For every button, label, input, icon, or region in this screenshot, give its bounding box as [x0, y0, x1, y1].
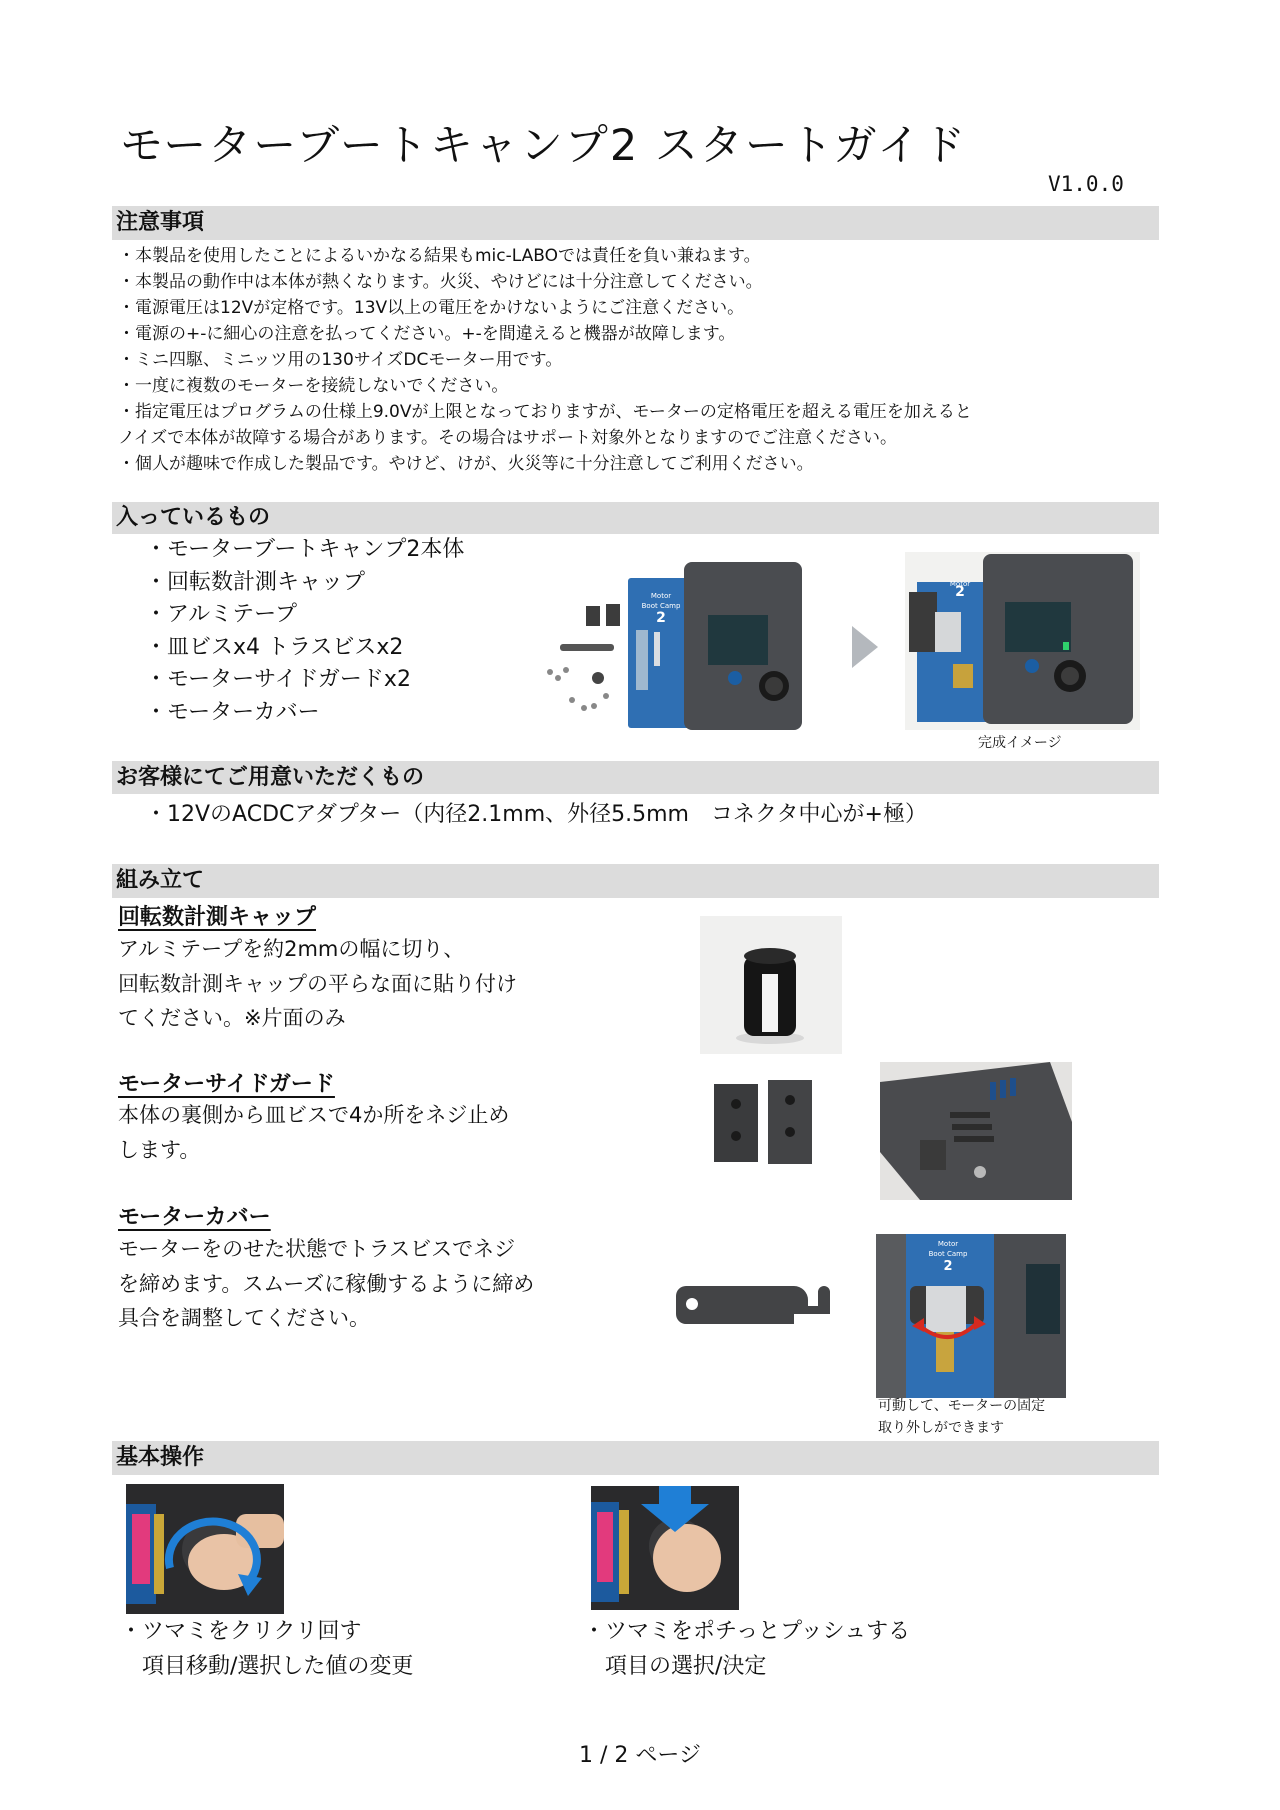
device-label-top: Motor [650, 592, 672, 600]
caution-line: ・ミニ四駆、ミニッツ用の130サイズDCモーター用です。 [118, 350, 563, 370]
caution-line: ・電源電圧は12Vが定格です。13V以上の電圧をかけないようにご注意ください。 [118, 298, 745, 318]
section-heading-contents: 入っているもの [112, 502, 1159, 534]
svg-text:Motor: Motor [949, 580, 971, 588]
device-label-middle: Boot Camp [641, 602, 681, 610]
section-heading-prepare: お客様にてご用意いただくもの [112, 761, 1159, 794]
contents-item: ・回転数計測キャップ [145, 569, 366, 595]
version-label: V1.0.0 [1048, 172, 1124, 196]
caution-line: ・電源の+-に細心の注意を払ってください。+-を間違えると機器が故障します。 [118, 324, 736, 344]
push-knob-photo [591, 1486, 739, 1610]
section-heading-basic: 基本操作 [112, 1441, 1159, 1475]
cover-caption-line: 取り外しができます [878, 1420, 1004, 1436]
section-heading-cautions: 注意事項 [112, 206, 1159, 240]
cover-caption [878, 1395, 1045, 1439]
cap-line: てください。※片面のみ [118, 1006, 346, 1030]
caution-line: ・指定電圧はプログラムの仕様上9.0Vが上限となっておりますが、モーターの定格電圧を超える電圧を加えると [118, 402, 972, 422]
contents-item: ・モーターカバー [145, 699, 320, 725]
contents-item: ・モーターサイドガードx2 [145, 667, 411, 692]
completed-image-photo [905, 552, 1140, 730]
cap-photo [700, 916, 842, 1054]
guard-line: 本体の裏側から皿ビスで4か所をネジ止め [118, 1103, 510, 1127]
motor-cover-photo [672, 1270, 834, 1330]
svg-text:2: 2 [955, 584, 965, 600]
turn-line: 項目移動/選択した値の変更 [120, 1654, 414, 1679]
guard-instructions [118, 1098, 509, 1167]
caution-line: ・本製品の動作中は本体が熱くなります。火災、やけどには十分注意してください。 [118, 272, 763, 292]
caution-line: ・本製品を使用したことによるいかなる結果もmic-LABOでは責任を負い兼ねます。 [118, 246, 761, 266]
device-label-number: 2 [656, 610, 666, 626]
cap-line: アルミテープを約2mmの幅に切り、 [118, 937, 465, 961]
turn-line: ・ツマミをクリクリ回す [120, 1619, 362, 1644]
caution-line: ・一度に複数のモーターを接続しないでください。 [118, 376, 509, 396]
page-number: 1 / 2 ページ [579, 1743, 701, 1768]
cap-line: 回転数計測キャップの平らな面に貼り付け [118, 971, 517, 996]
section-heading-assembly: 組み立て [112, 864, 1159, 898]
cover-line: 具合を調整してください。 [118, 1306, 370, 1330]
cover-line: を締めます。スムーズに稼働するように締め [118, 1271, 535, 1296]
completed-image-caption: 完成イメージ [978, 735, 1062, 751]
contents-list [145, 534, 464, 729]
push-instructions [583, 1614, 910, 1684]
motor-cover-installed-photo [876, 1234, 1066, 1398]
turn-knob-photo [126, 1484, 284, 1614]
contents-item: ・アルミテープ [145, 602, 298, 627]
side-guard-installed-photo [880, 1062, 1072, 1200]
arrow-right-icon [852, 626, 878, 668]
cautions-list [118, 243, 1168, 477]
prepare-item: ・12VのACDCアダプター（内径2.1mm、外径5.5mm コネクタ中心が+極） [145, 802, 927, 827]
guard-subheading: モーターサイドガード [118, 1072, 335, 1097]
caution-line: ・個人が趣味で作成した製品です。やけど、けが、火災等に十分注意してご利用ください。 [118, 454, 814, 474]
page-title: モーターブートキャンプ2 スタートガイド [120, 121, 968, 171]
cover-line: モーターをのせた状態でトラスビスでネジ [118, 1237, 516, 1261]
cap-subheading: 回転数計測キャップ [118, 905, 317, 930]
turn-instructions [120, 1614, 413, 1684]
contents-item: ・モーターブートキャンプ2本体 [145, 537, 465, 562]
cover-instructions [118, 1232, 534, 1336]
parts-photo [536, 560, 818, 738]
cap-instructions [118, 932, 517, 1036]
contents-item: ・皿ビスx4 トラスビスx2 [145, 634, 404, 660]
svg-text:Boot Camp: Boot Camp [928, 1250, 968, 1258]
svg-text:2: 2 [943, 1259, 953, 1274]
push-line: 項目の選択/決定 [583, 1654, 767, 1679]
side-guard-photo [706, 1074, 824, 1172]
svg-text:Motor: Motor [937, 1240, 959, 1248]
push-line: ・ツマミをポチっとプッシュする [583, 1619, 911, 1644]
cover-caption-line: 可動して、モーターの固定 [878, 1398, 1046, 1414]
caution-line: ノイズで本体が故障する場合があります。その場合はサポート対象外となりますのでご注意ください。 [118, 428, 897, 448]
cover-subheading: モーターカバー [118, 1205, 271, 1230]
guard-line: します。 [118, 1137, 201, 1162]
